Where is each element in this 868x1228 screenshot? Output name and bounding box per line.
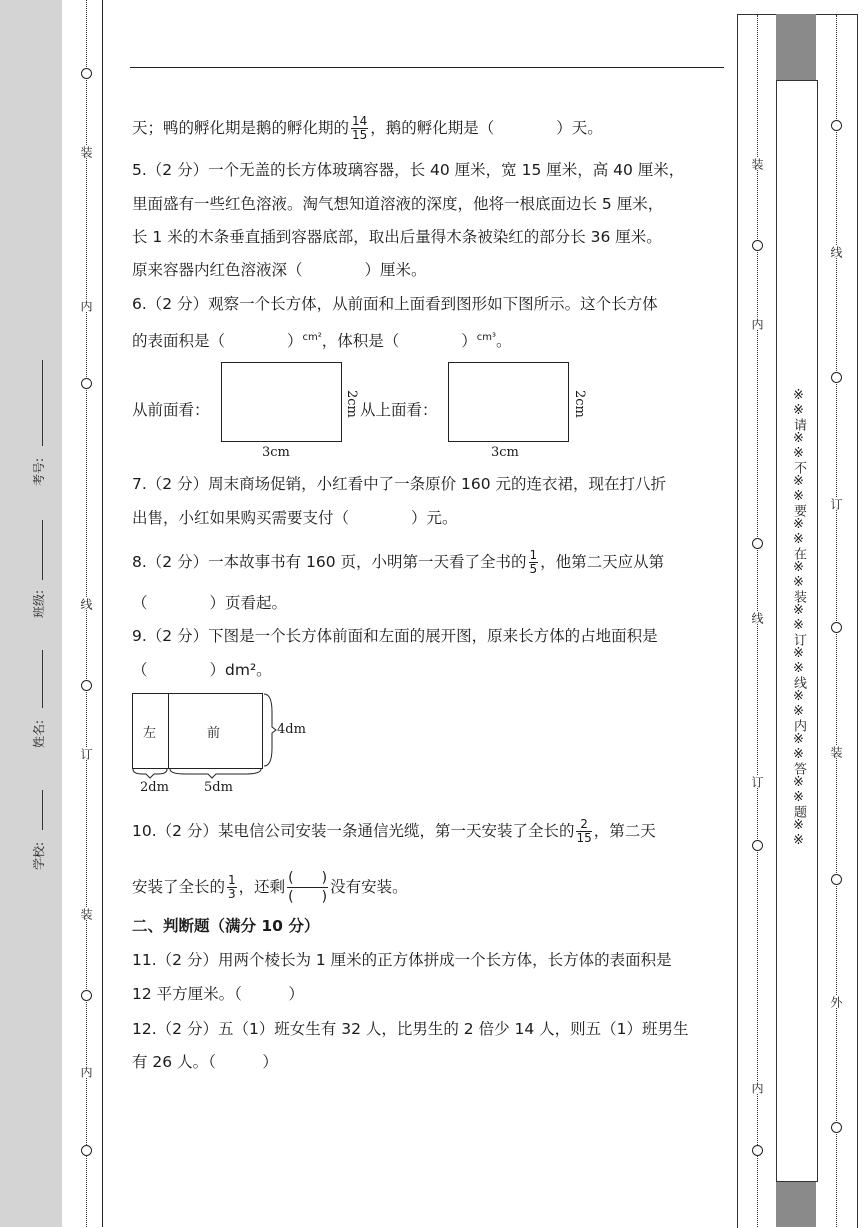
- q5-line: 5.（2 分）一个无盖的长方体玻璃容器，长 40 厘米，宽 15 厘米，高 40 厘米，: [132, 161, 685, 179]
- right-inner-char: 内: [750, 1082, 764, 1094]
- school-blank: [42, 790, 43, 830]
- q11-line: 12 平方厘米。（ ）: [132, 985, 304, 1003]
- right-far-char: 外: [829, 996, 843, 1008]
- binding-hole: [752, 840, 763, 851]
- q12-line: 有 26 人。（ ）: [132, 1053, 278, 1071]
- q9-line: 9.（2 分）下图是一个长方体前面和左面的展开图，原来长方体的占地面积是: [132, 627, 658, 645]
- class-blank: [42, 520, 43, 580]
- binding-hole: [752, 538, 763, 549]
- q8-line: 8.（2 分）一本故事书有 160 页，小明第一天看了全书的 $\frac{1}{5}$ ，他第二天应从第: [132, 548, 665, 576]
- q6-line: 6.（2 分）观察一个长方体，从前面和上面看到图形如下图所示。这个长方体: [132, 295, 658, 313]
- binding-hole: [81, 68, 92, 79]
- blank-fraction: $\frac{( )}{( )}$: [288, 870, 328, 905]
- right-inner-char: 内: [750, 318, 764, 330]
- front-view-label: 从前面看：: [132, 401, 210, 419]
- q10-line: 安装了全长的 $\frac{1}{3}$ ，还剩 $\frac{( )}{( )}$ 没有安装。: [132, 870, 408, 905]
- right-gray-block: [776, 1180, 816, 1227]
- fraction: $\frac{1}{3}$: [228, 873, 236, 901]
- left-binding-margin: [62, 0, 103, 1227]
- binding-hole: [752, 240, 763, 251]
- fraction: $\frac{2}{15}$: [576, 817, 592, 845]
- right-far-char: 线: [829, 246, 843, 258]
- q9-line: （ ）dm²。: [132, 661, 272, 679]
- right-far-char: 订: [829, 498, 843, 510]
- q11-line: 11.（2 分）用两个棱长为 1 厘米的正方体拼成一个长方体，长方体的表面积是: [132, 951, 672, 969]
- binding-hole: [831, 120, 842, 131]
- binding-hole: [831, 1122, 842, 1133]
- right-inner-char: 装: [750, 158, 764, 170]
- left-inner-char: 内: [79, 300, 93, 312]
- binding-hole: [752, 1145, 763, 1156]
- exam-no-blank: [42, 360, 43, 446]
- top-width-label: 3cm: [491, 445, 519, 460]
- left-inner-char: 内: [79, 1066, 93, 1078]
- section-2-title: 二、判断题（满分 10 分）: [132, 917, 320, 935]
- right-far-line: [836, 15, 837, 1227]
- top-view-label: 从上面看：: [360, 401, 438, 419]
- width-5dm-label: 5dm: [204, 780, 233, 795]
- school-label: 学校:: [32, 841, 46, 870]
- q8-line: （ ）页看起。: [132, 594, 288, 612]
- binding-hole: [831, 372, 842, 383]
- q7-line: 出售，小红如果购买需要支付（ ）元。: [132, 509, 458, 527]
- q5-line: 长 1 米的木条垂直插到容器底部，取出后量得木条被染红的部分长 36 厘米。: [132, 228, 662, 246]
- q10-line: 10.（2 分）某电信公司安装一条通信光缆，第一天安装了全长的 $\frac{2}{15}$ ，第二天: [132, 817, 656, 845]
- binding-hole: [81, 680, 92, 691]
- left-inner-char: 装: [79, 146, 93, 158]
- binding-hole: [831, 622, 842, 633]
- left-inner-char: 线: [79, 598, 93, 610]
- left-inner-char: 订: [79, 748, 93, 760]
- width-2dm-label: 2dm: [140, 780, 169, 795]
- top-height-label: 2cm: [572, 390, 587, 418]
- q5-line: 原来容器内红色溶液深（ ）厘米。: [132, 261, 427, 279]
- fraction: $\frac{14}{15}$: [352, 114, 368, 142]
- q12-line: 12.（2 分）五（1）班女生有 32 人，比男生的 2 倍少 14 人，则五（1）班男生: [132, 1020, 689, 1038]
- binding-hole: [831, 874, 842, 885]
- binding-hole: [81, 990, 92, 1001]
- left-face-label: 左: [143, 726, 157, 741]
- binding-hole: [81, 378, 92, 389]
- q6-line: 的表面积是（ ）$^{cm^2}$，体积是（ ）$^{cm^3}$。: [132, 332, 512, 351]
- q7-line: 7.（2 分）周末商场促销，小红看中了一条原价 160 元的连衣裙，现在打八折: [132, 475, 667, 493]
- front-view-rect: [221, 362, 342, 442]
- fraction: $\frac{1}{5}$: [529, 548, 538, 576]
- front-face-label: 前: [207, 726, 221, 741]
- front-height-label: 2cm: [344, 390, 359, 418]
- right-gray-block: [776, 14, 816, 80]
- right-inner-char: 线: [750, 612, 764, 624]
- q5-line: 里面盛有一些红色溶液。淘气想知道溶液的深度，他将一根底面边长 5 厘米，: [132, 195, 664, 213]
- header-rule: [130, 67, 724, 68]
- right-inner-char: 订: [750, 776, 764, 788]
- exam-no-label: 考号:: [32, 457, 46, 486]
- class-label: 班级:: [32, 589, 46, 618]
- height-4dm-label: 4dm: [277, 722, 306, 737]
- right-far-char: 装: [829, 746, 843, 758]
- top-view-rect: [448, 362, 569, 442]
- left-inner-char: 装: [79, 908, 93, 920]
- name-label: 姓名:: [32, 719, 46, 748]
- q4-tail: 天；鸭的孵化期是鹅的孵化期的 $\frac{14}{15}$ ，鹅的孵化期是（ ）天。: [132, 114, 603, 142]
- notice-text: ※※请※※不※※要※※在※※装※※订※※线※※内※※答※※题※※: [791, 388, 806, 848]
- left-cut-line: [86, 0, 87, 1227]
- front-width-label: 3cm: [262, 445, 290, 460]
- binding-hole: [81, 1145, 92, 1156]
- name-blank: [42, 650, 43, 708]
